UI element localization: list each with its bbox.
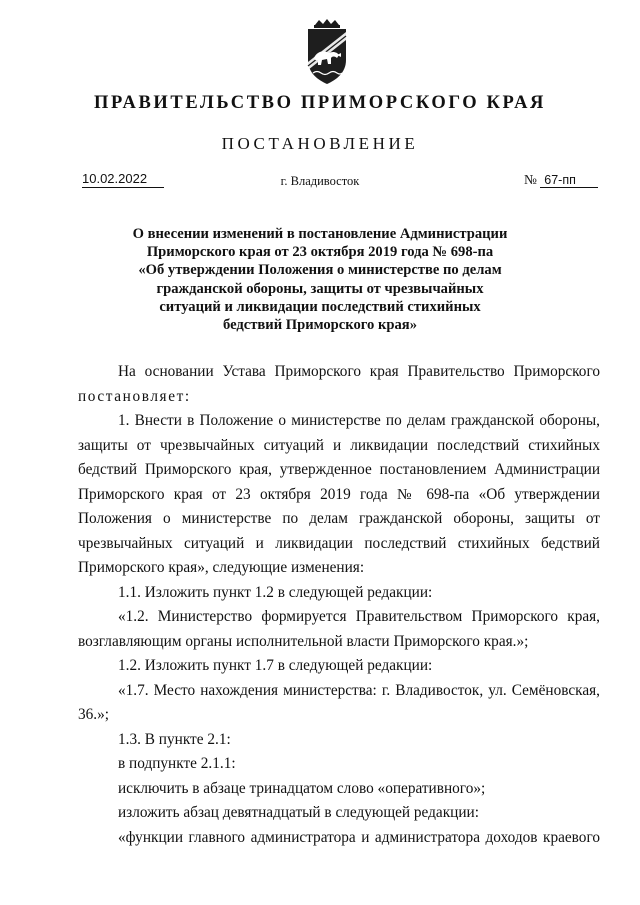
government-title: ПРАВИТЕЛЬСТВО ПРИМОРСКОГО КРАЯ [93, 93, 546, 113]
document-type: ПОСТАНОВЛЕНИЕ [221, 134, 419, 153]
document-city: г. Владивосток [280, 174, 360, 188]
document-date: 10.02.2022 [82, 171, 164, 188]
body-line: постановляет: [78, 387, 191, 405]
body-line: 1. Внести в Положение о министерстве по делам гражданской обороны, [118, 412, 600, 429]
body-line: «1.7. Место нахождения министерства: г. Владивосток, ул. Семёновская, [118, 681, 600, 699]
body-line: исключить в абзаце тринадцатом слово «оперативного»; [118, 779, 486, 797]
subject-line: «Об утверждении Положения о министерстве по делам [138, 262, 502, 279]
subject-line: ситуаций и ликвидации последствий стихийных [159, 298, 481, 315]
body-line: 36.»; [78, 706, 110, 723]
document-body [78, 360, 600, 850]
number-value: 67-пп [540, 173, 598, 188]
subject-line: Приморского края от 23 октября 2019 года № 698-па [146, 244, 494, 261]
body-line: Приморского края», следующие изменения: [78, 559, 365, 576]
body-line: защиты от чрезвычайных ситуаций и ликвидации последствий стихийных [78, 436, 600, 454]
body-line: «функции главного администратора и администратора доходов краевого [118, 828, 600, 846]
body-line: 1.3. В пункте 2.1: [118, 730, 231, 748]
body-line: Приморского края от 23 октября 2019 года № 698-па «Об утверждении [78, 485, 600, 503]
body-line: в подпункте 2.1.1: [118, 755, 236, 772]
coat-of-arms-icon [298, 18, 356, 86]
document-subject [120, 225, 520, 334]
document-number [524, 172, 598, 188]
body-line: бедствий Приморского края, утвержденное постановлением Администрации [78, 461, 600, 478]
body-line: Положения о министерстве по делам гражданской обороны, защиты от [78, 510, 600, 527]
subject-line: О внесении изменений в постановление Администрации [132, 226, 508, 242]
body-line: «1.2. Министерство формируется Правительством Приморского края, [118, 608, 600, 625]
body-line: возглавляющим органы исполнительной власти Приморского края.»; [78, 632, 529, 650]
subject-line: гражданской обороны, защиты от чрезвычайных [156, 280, 484, 297]
body-line: На основании Устава Приморского края Правительство Приморского [118, 363, 600, 380]
body-line: 1.2. Изложить пункт 1.7 в следующей редакции: [118, 657, 433, 674]
body-line: изложить абзац девятнадцатый в следующей редакции: [118, 804, 479, 821]
subject-line: бедствий Приморского края» [222, 317, 417, 334]
number-label: № [524, 172, 537, 187]
body-line: 1.1. Изложить пункт 1.2 в следующей редакции: [118, 583, 433, 601]
body-line: чрезвычайных ситуаций и ликвидации последствий стихийных бедствий [78, 534, 600, 552]
